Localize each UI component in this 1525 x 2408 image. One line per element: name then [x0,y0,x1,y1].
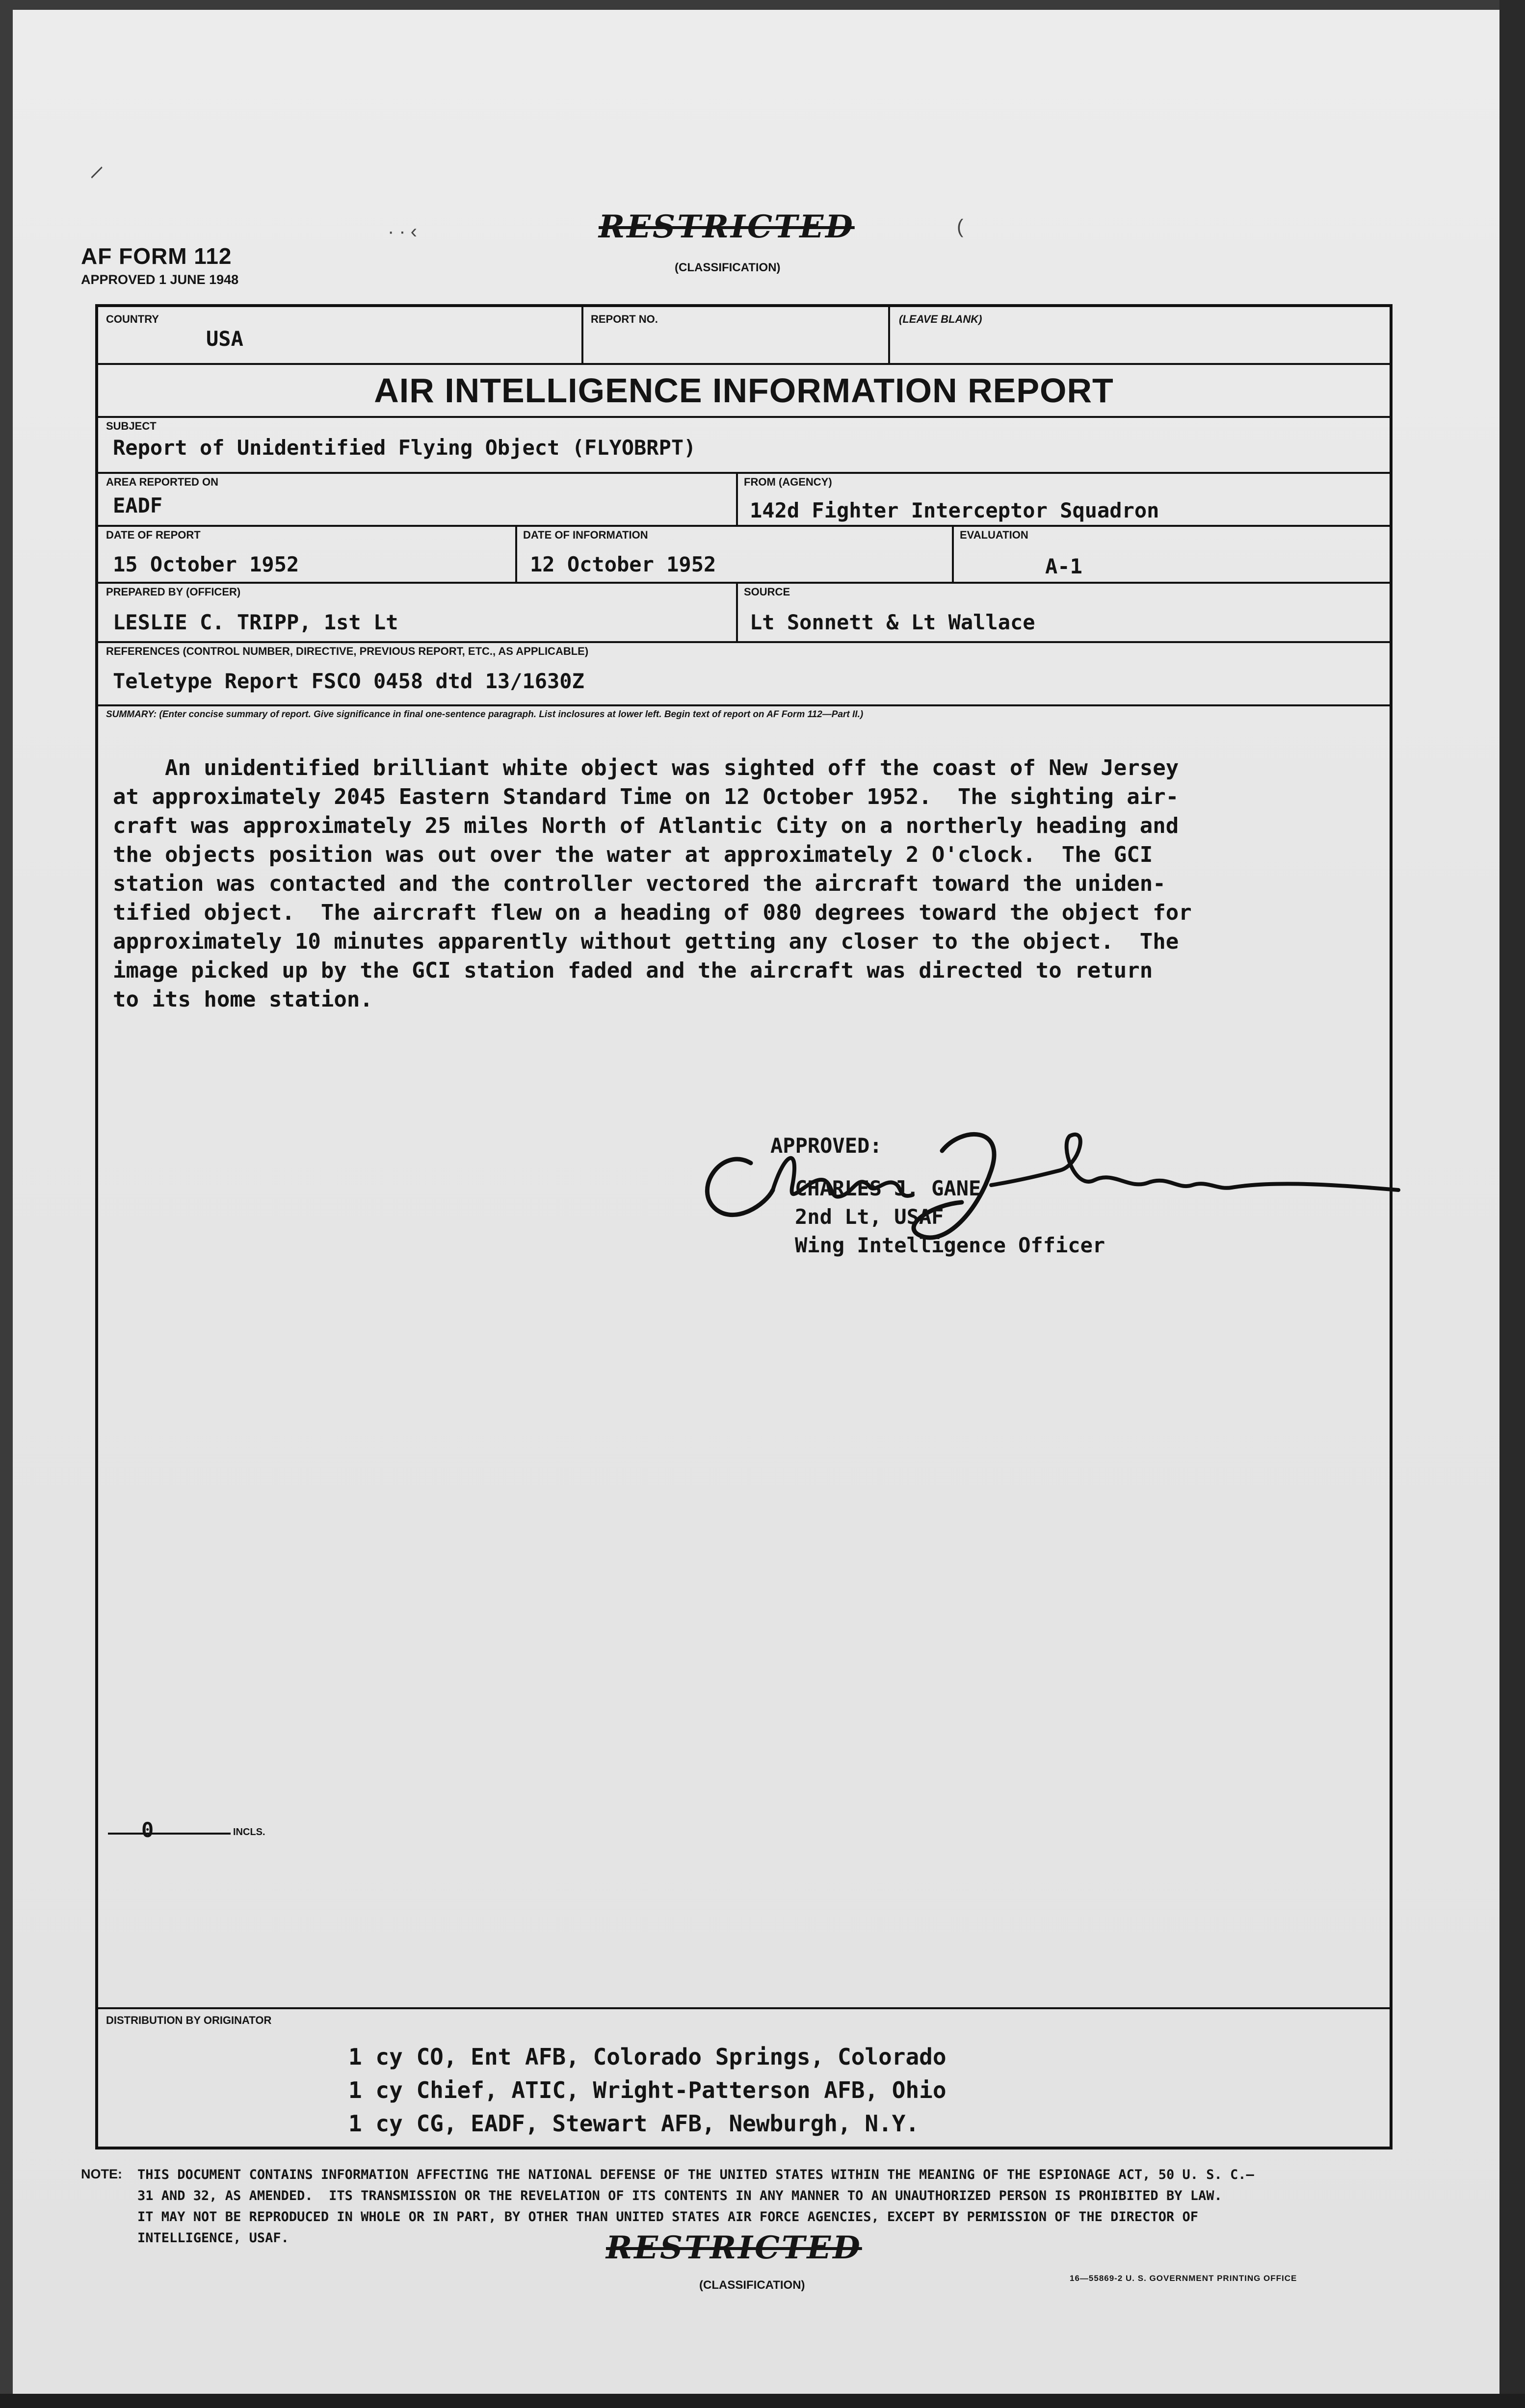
form-approved-date: APPROVED 1 JUNE 1948 [81,272,239,287]
source-value: Lt Sonnett & Lt Wallace [750,610,1035,634]
approved-label: APPROVED: [770,1134,882,1158]
report-title: AIR INTELLIGENCE INFORMATION REPORT [374,371,1114,410]
leave-blank-label: (LEAVE BLANK) [899,313,982,325]
summary-label: SUMMARY: (Enter concise summary of report. Give significance in final one-sentence paragraph. List inclosures at lower left. Begin text of report on AF Form 112—Part II.) [106,709,864,720]
country-value: USA [206,327,243,351]
evaluation-value: A-1 [1045,554,1082,578]
area-label: AREA REPORTED ON [106,476,218,488]
evaluation-label: EVALUATION [960,529,1028,541]
scan-mark: \ [85,165,107,181]
rule [736,582,738,641]
date-info-label: DATE OF INFORMATION [523,529,648,541]
subject-label: SUBJECT [106,420,157,432]
prepared-by-label: PREPARED BY (OFFICER) [106,586,241,598]
report-form [95,304,1393,2149]
report-no-label: REPORT NO. [591,313,658,325]
note-text: THIS DOCUMENT CONTAINS INFORMATION AFFECTING THE NATIONAL DEFENSE OF THE UNITED STATES WITHIN THE MEANING OF THE ESPIONAGE ACT, 50 U. S. C.— 31 AND 32, AS AMENDED. ITS TRANSMISSION OR THE REVELATION OF ITS CONTENTS IN ANY MANNER TO AN UNAUTHORIZED PERSON IS PROHIBITED BY LAW. IT MAY NOT BE REPRODUCED IN WHOLE OR IN PART, BY OTHER THAN UNITED STATES AIR FORCE AGENCIES, EXCEPT BY PERMISSION OF THE DIRECTOR OF INTELLIGENCE, USAF. [137,2167,1254,2246]
inclosures-label: INCLS. [233,1827,265,1838]
rule [98,582,1390,584]
date-report-label: DATE OF REPORT [106,529,201,541]
approver-rank: 2nd Lt, USAF [795,1205,944,1229]
rule [888,307,890,363]
prepared-by-value: LESLIE C. TRIPP, 1st Lt [113,610,398,634]
note-label: NOTE: [81,2167,122,2181]
summary-text: An unidentified brilliant white object was sighted off the coast of New Jersey at approximately 2045 Eastern Standard Time on 12 October 1952. The sighting air- craft was approximately 25 miles North of Atlantic City on a northerly heading and the objects position was out over the water at approximately 2 O'clock. The GCI station was contacted and the controller vectored the aircraft toward the uniden- tified object. The aircraft flew on a heading of 080 degrees toward the object for approximately 10 minutes apparently without getting any closer to the object. The image picked up by the GCI station faded and the aircraft was directed to return to its home station. [113,755,1192,1012]
date-report-value: 15 October 1952 [113,552,299,576]
form-id: AF FORM 112 [81,243,232,269]
distribution-line-1: 1 cy CO, Ent AFB, Colorado Springs, Colorado [348,2044,947,2070]
classification-stamp-top: RESTRICTED [599,208,855,245]
references-value: Teletype Report FSCO 0458 dtd 13/1630Z [113,669,584,693]
rule [98,641,1390,643]
scan-mark: ( [957,216,964,237]
rule [581,307,583,363]
distribution-label: DISTRIBUTION BY ORIGINATOR [106,2014,272,2026]
approver-position: Wing Intelligence Officer [795,1233,1105,1257]
distribution-line-3: 1 cy CG, EADF, Stewart AFB, Newburgh, N.Y. [348,2110,920,2137]
scan-mark: · ∙ ‹ [388,221,417,242]
from-label: FROM (AGENCY) [744,476,832,488]
from-value: 142d Fighter Interceptor Squadron [750,498,1159,522]
classification-stamp-bottom: RESTRICTED [606,2229,862,2266]
inclosures-rule [108,1833,231,1835]
rule [515,525,517,582]
classification-label-bottom: (CLASSIFICATION) [699,2279,805,2292]
distribution-line-2: 1 cy Chief, ATIC, Wright-Patterson AFB, Ohio [348,2077,947,2103]
scan-edge-bottom [0,2394,1525,2408]
rule [98,363,1390,365]
rule [98,525,1390,527]
references-label: REFERENCES (CONTROL NUMBER, DIRECTIVE, PREVIOUS REPORT, ETC., AS APPLICABLE) [106,645,589,657]
rule [736,472,738,525]
rule [98,416,1390,418]
rule [98,704,1390,706]
scan-edge-right [1499,0,1525,2408]
rule [98,2007,1390,2009]
source-label: SOURCE [744,586,790,598]
date-info-value: 12 October 1952 [530,552,716,576]
printer-mark: 16—55869-2 U. S. GOVERNMENT PRINTING OFFICE [1070,2274,1297,2283]
classification-label-top: (CLASSIFICATION) [675,261,781,274]
inclosures-count: 0 [141,1818,154,1842]
rule [98,472,1390,474]
area-value: EADF [113,493,163,518]
rule [952,525,954,582]
approver-name: CHARLES J. GANE [795,1176,981,1200]
subject-value: Report of Unidentified Flying Object (FLYOBRPT) [113,436,696,460]
country-label: COUNTRY [106,313,159,325]
